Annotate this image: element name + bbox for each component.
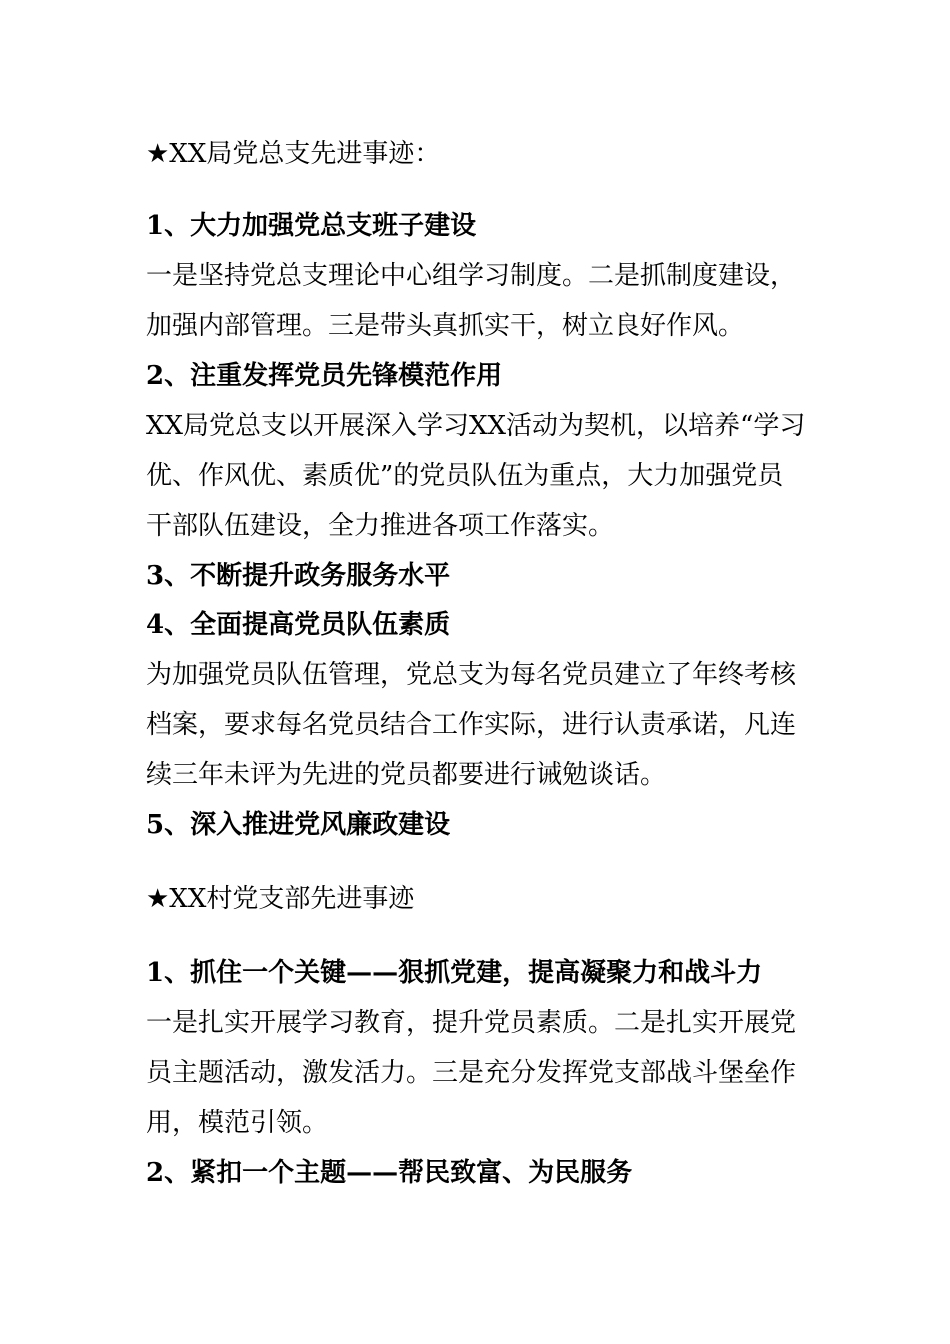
body-line: 干部队伍建设，全力推进各项工作落实。 <box>146 511 615 541</box>
body-line: XX局党总支以开展深入学习XX活动为契机，以培养“学习 <box>146 411 806 441</box>
item-heading: 4、全面提高党员队伍素质 <box>146 610 451 640</box>
body-line: 一是坚持党总支理论中心组学习制度。二是抓制度建设， <box>146 261 797 291</box>
body-line: 档案，要求每名党员结合工作实际，进行认责承诺，凡连 <box>146 710 797 740</box>
body-line: 员主题活动，激发活力。三是充分发挥党支部战斗堡垒作 <box>146 1058 797 1088</box>
body-line: 一是扎实开展学习教育，提升党员素质。二是扎实开展党 <box>146 1008 797 1038</box>
item-heading: 3、不断提升政务服务水平 <box>146 561 451 591</box>
body-line: 为加强党员队伍管理，党总支为每名党员建立了年终考核 <box>146 660 797 690</box>
item-heading: 2、注重发挥党员先锋模范作用 <box>146 361 503 391</box>
body-line: 续三年未评为先进的党员都要进行诫勉谈话。 <box>146 760 667 790</box>
body-line: 加强内部管理。三是带头真抓实干，树立良好作风。 <box>146 311 745 341</box>
section-title: ★XX村党支部先进事迹 <box>146 884 415 914</box>
item-heading: 1、抓住一个关键——狠抓党建，提高凝聚力和战斗力 <box>146 958 763 988</box>
body-line: 优、作风优、素质优”的党员队伍为重点，大力加强党员 <box>146 461 784 491</box>
item-heading: 1、大力加强党总支班子建设 <box>146 211 477 241</box>
item-heading: 2、紧扣一个主题——帮民致富、为民服务 <box>146 1158 633 1188</box>
body-line: 用，模范引领。 <box>146 1108 329 1138</box>
section-title: ★XX局党总支先进事迹： <box>146 139 441 169</box>
item-heading: 5、深入推进党风廉政建设 <box>146 810 451 840</box>
